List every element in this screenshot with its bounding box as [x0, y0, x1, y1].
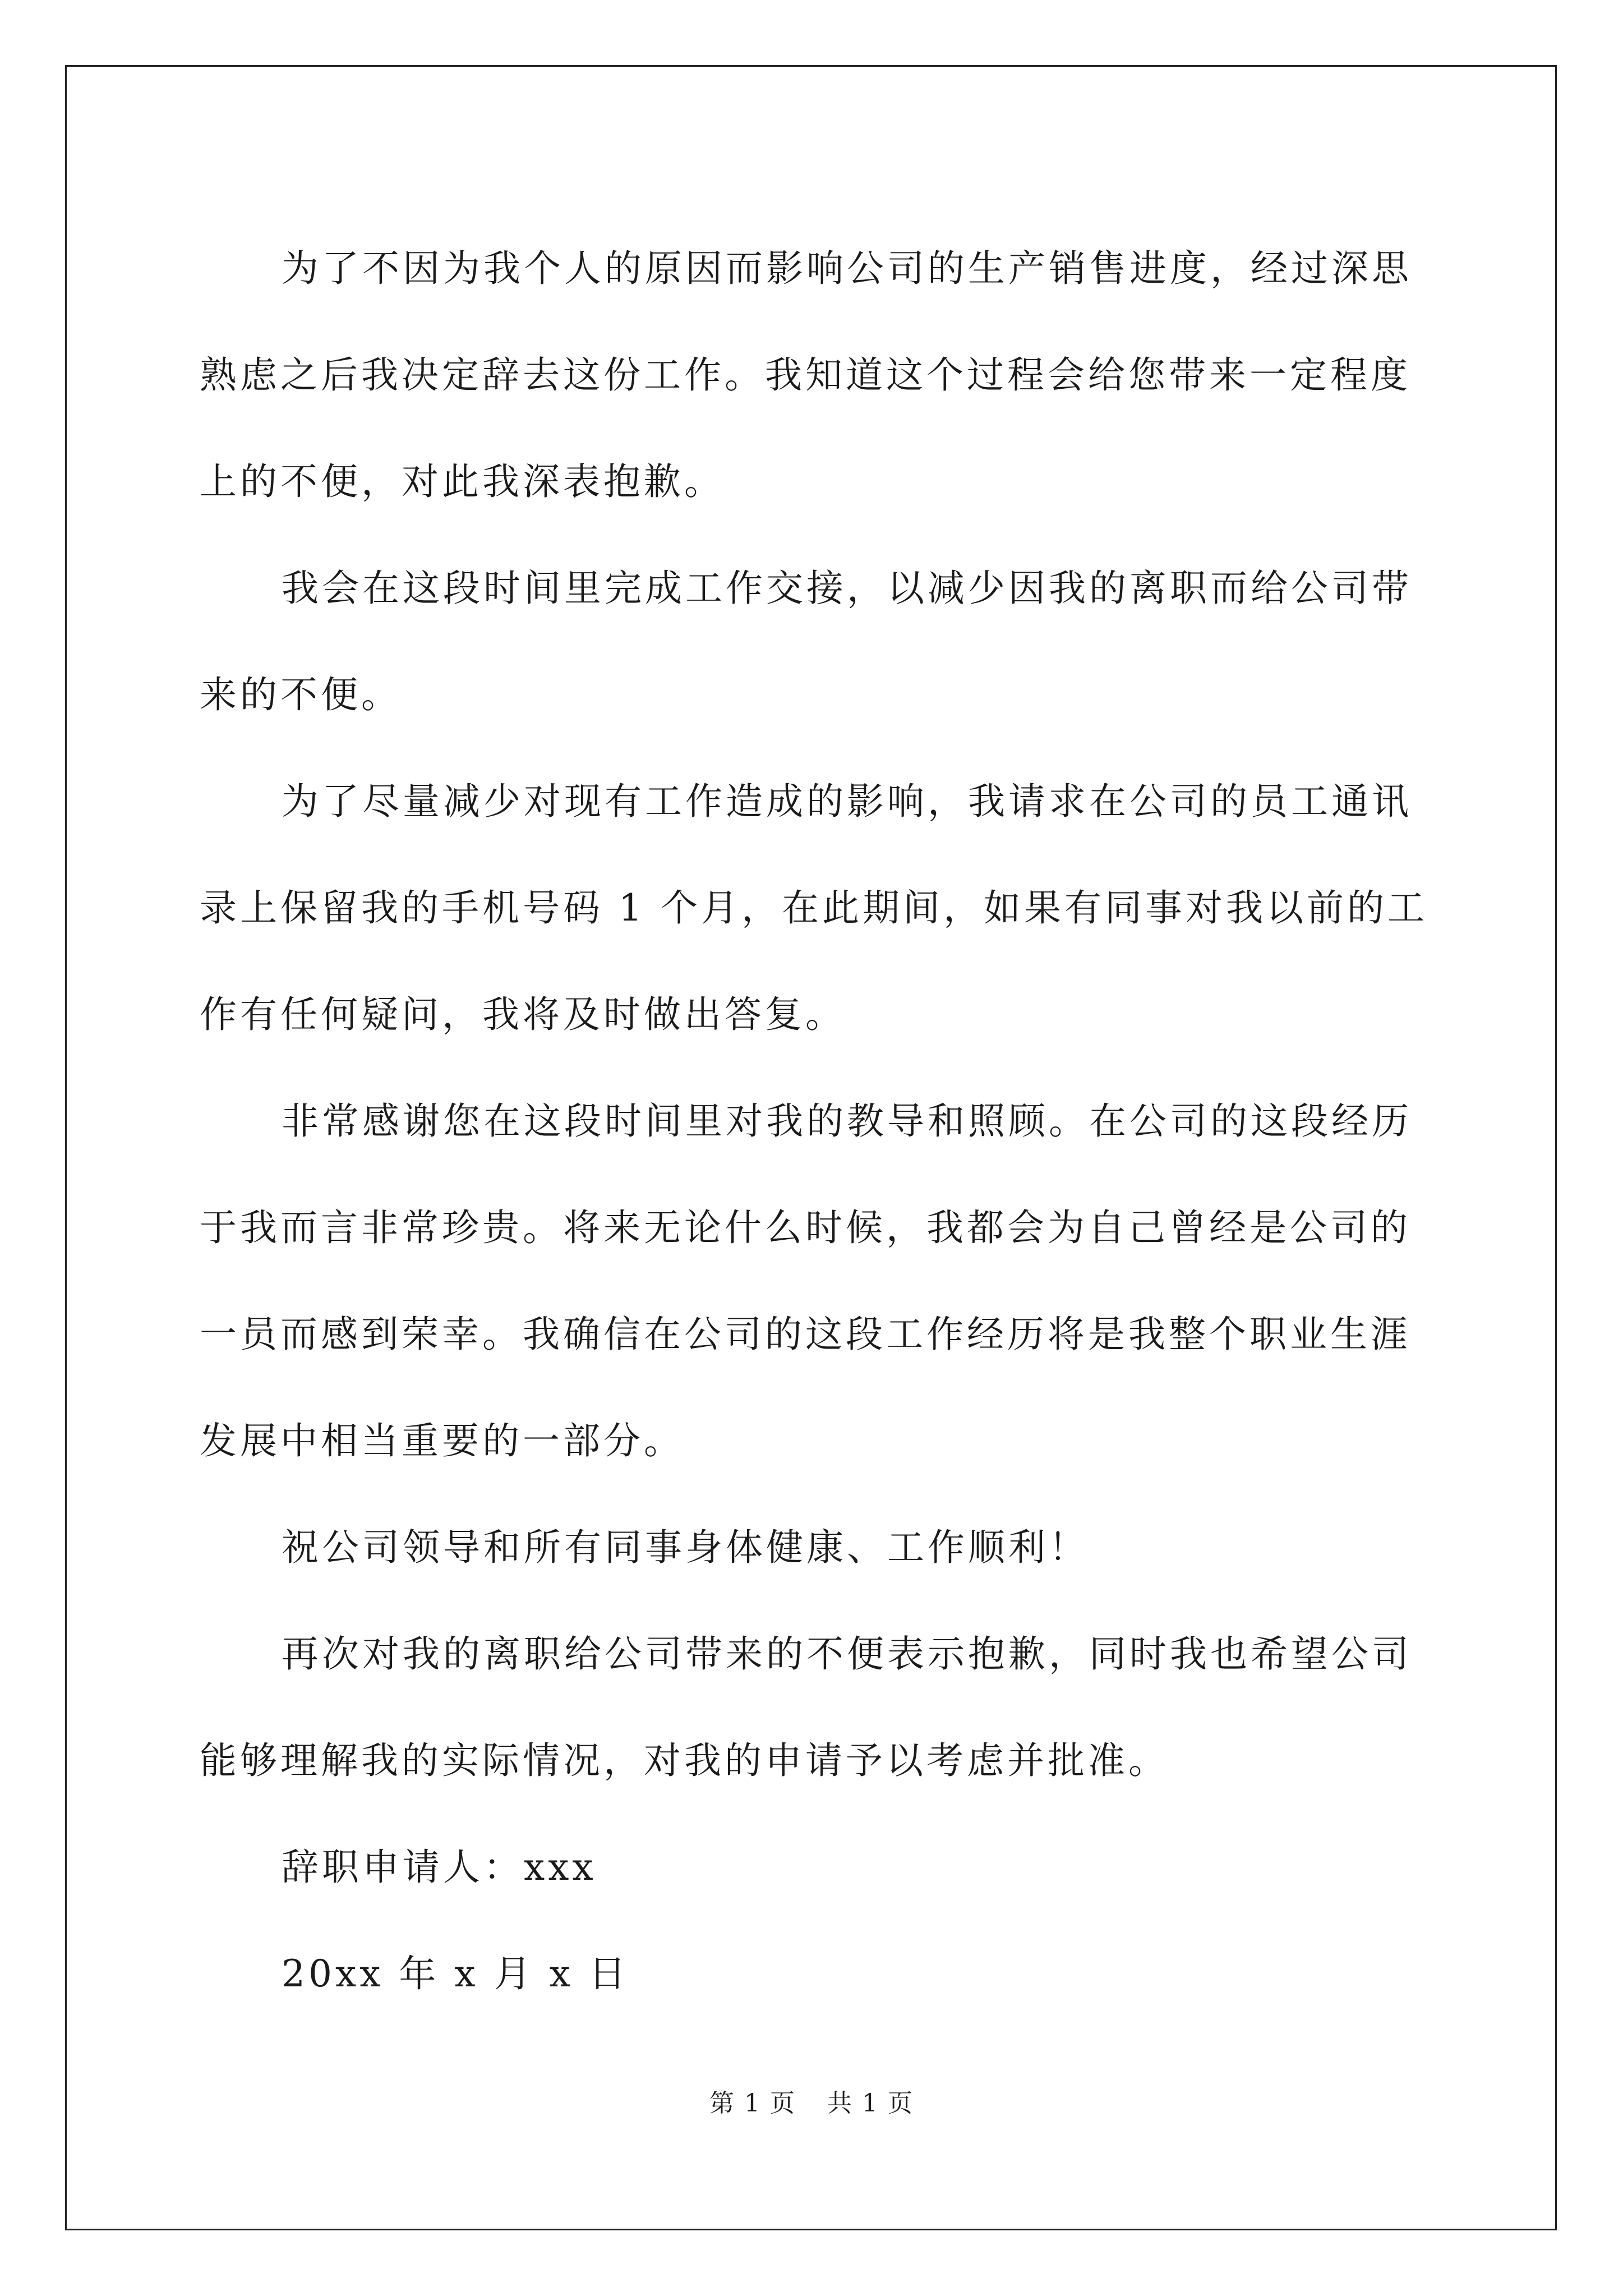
text-line: 20xx 年 x 月 x 日: [282, 1952, 629, 1995]
text-line: 上的不便，对此我深表抱歉。: [200, 460, 725, 503]
paragraph-3: [200, 748, 1428, 1068]
paragraph-6: [200, 1601, 1428, 1814]
text-line: 我会在这段时间里完成工作交接，以减少因我的离职而给公司带: [282, 567, 1412, 610]
text-line: 来的不便。: [200, 673, 402, 716]
paragraph-2: [200, 535, 1428, 748]
text-line: 作有任何疑问，我将及时做出答复。: [200, 993, 846, 1036]
paragraph-1: [200, 215, 1428, 535]
paragraph-4: [200, 1068, 1428, 1494]
text-line: 一员而感到荣幸。我确信在公司的这段工作经历将是我整个职业生涯: [200, 1313, 1411, 1356]
text-line: 非常感谢您在这段时间里对我的教导和照顾。在公司的这段经历: [282, 1099, 1412, 1143]
page-total: 共 1 页: [827, 2089, 914, 2118]
paragraph-5: [200, 1494, 1428, 1601]
text-line: 熟虑之后我决定辞去这份工作。我知道这个过程会给您带来一定程度: [200, 353, 1411, 397]
page-footer: [0, 2087, 1623, 2120]
letter-body: [200, 215, 1428, 2027]
text-line: 再次对我的离职给公司带来的不便表示抱歉，同时我也希望公司: [282, 1632, 1412, 1676]
page-number: 第 1 页: [709, 2089, 796, 2118]
text-line: 录上保留我的手机号码 1 个月，在此期间，如果有同事对我以前的工: [200, 886, 1428, 930]
text-line: 能够理解我的实际情况，对我的申请予以考虑并批准。: [200, 1739, 1169, 1782]
text-line: 祝公司领导和所有同事身体健康、工作顺利！: [282, 1526, 1089, 1569]
text-line: 为了尽量减少对现有工作造成的影响，我请求在公司的员工通讯: [282, 780, 1412, 823]
text-line: 发展中相当重要的一部分。: [200, 1419, 684, 1462]
date-line: [200, 1921, 1428, 2027]
signature-line: [200, 1814, 1428, 1921]
text-line: 于我而言非常珍贵。将来无论什么时候，我都会为自己曾经是公司的: [200, 1206, 1411, 1249]
text-line: 为了不因为我个人的原因而影响公司的生产销售进度，经过深思: [282, 247, 1412, 290]
text-line: 辞职申请人：xxx: [282, 1846, 597, 1889]
